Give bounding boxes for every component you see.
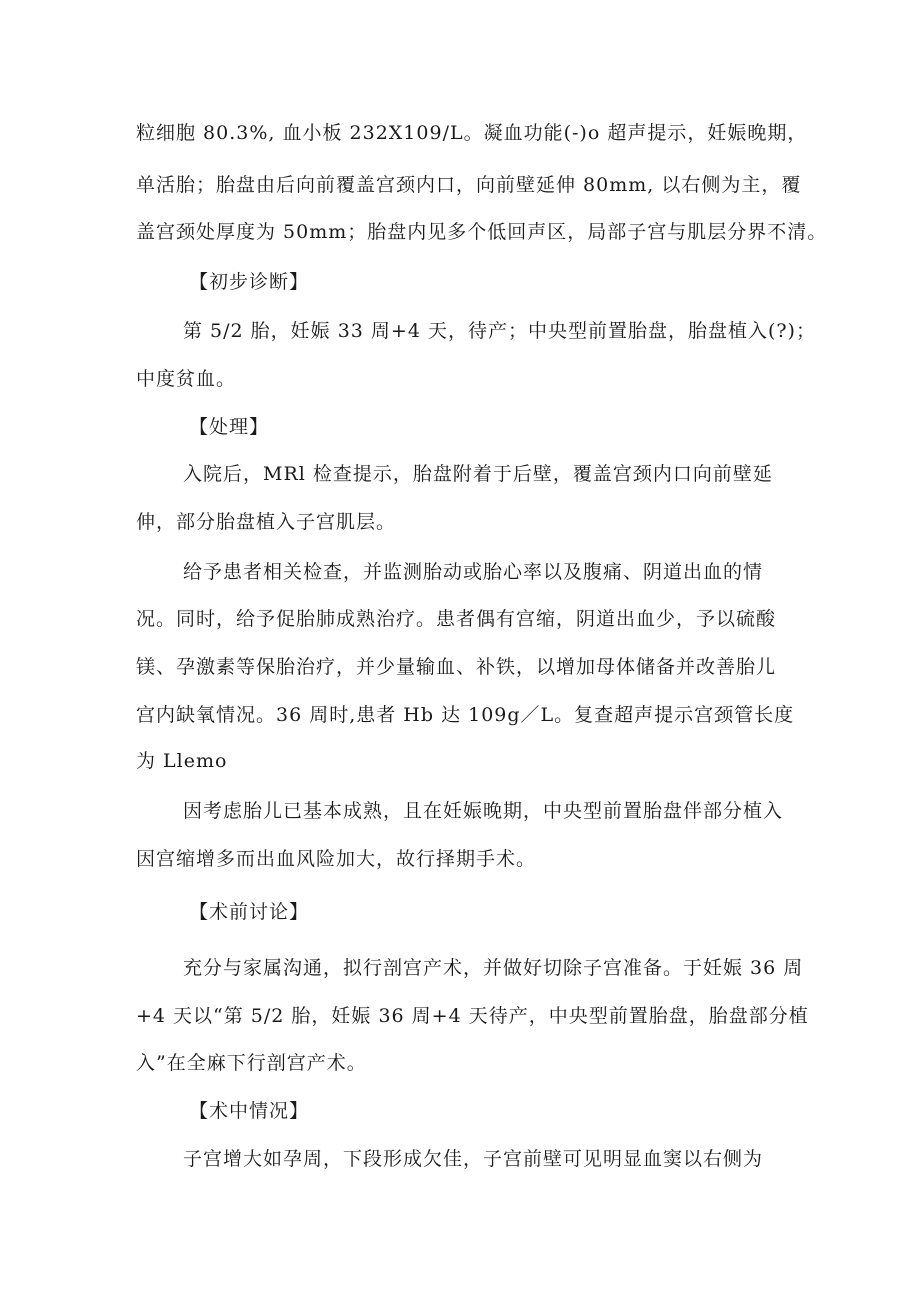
section-heading: 【处理】 [189, 416, 270, 438]
text-line: 子宫增大如孕周，下段形成欠佳，子宫前壁可见明显血窦以右侧为 [183, 1148, 764, 1170]
text-line: +4 天以“第 5/2 胎，妊娠 36 周+4 天待产，中央型前置胎盘，胎盘部分植 [136, 1005, 809, 1027]
text-line: 盖宫颈处厚度为 50mm；胎盘内见多个低回声区，局部子宫与肌层分界不清。 [136, 221, 828, 243]
text-line: 粒细胞 80.3%, 血小板 232X109/L。凝血功能(-)o 超声提示，妊娠晚期， [136, 122, 808, 144]
text-line: 入”在全麻下行剖宫产术。 [136, 1052, 367, 1074]
text-line: 宫内缺氧情况。36 周时,患者 Hb 达 109g／L。复查超声提示宫颈管长度 [136, 704, 795, 726]
text-line: 给予患者相关检查，并监测胎动或胎心率以及腹痛、阴道出血的情 [183, 561, 764, 583]
text-line: 中度贫血。 [136, 368, 237, 390]
text-line: 为 Llemo [136, 750, 228, 772]
text-line: 单活胎；胎盘由后向前覆盖宫颈内口，向前壁延伸 80mm, 以右侧为主，覆 [136, 174, 802, 196]
section-heading: 【初步诊断】 [189, 271, 310, 293]
text-line: 因宫缩增多而出血风险加大，故行择期手术。 [136, 848, 537, 870]
text-line: 第 5/2 胎，妊娠 33 周+4 天，待产；中央型前置胎盘，胎盘植入(?)； [183, 320, 816, 342]
text-line: 况。同时，给予促胎肺成熟治疗。患者偶有宫缩，阴道出血少，予以硫酸 [136, 608, 777, 630]
section-heading: 【术中情况】 [189, 1100, 310, 1122]
text-line: 充分与家属沟通，拟行剖宫产术，并做好切除子宫准备。于妊娠 36 周 [183, 957, 804, 979]
text-line: 入院后，MRl 检查提示，胎盘附着于后壁，覆盖宫颈内口向前壁延 [183, 463, 773, 485]
text-line: 因考虑胎儿已基本成熟，且在妊娠晚期，中央型前置胎盘伴部分植入 [183, 800, 784, 822]
section-heading: 【术前讨论】 [189, 901, 310, 923]
text-line: 伸，部分胎盘植入子宫肌层。 [136, 511, 397, 533]
text-line: 镁、孕激素等保胎治疗，并少量输血、补铁，以增加母体储备并改善胎儿 [136, 656, 777, 678]
